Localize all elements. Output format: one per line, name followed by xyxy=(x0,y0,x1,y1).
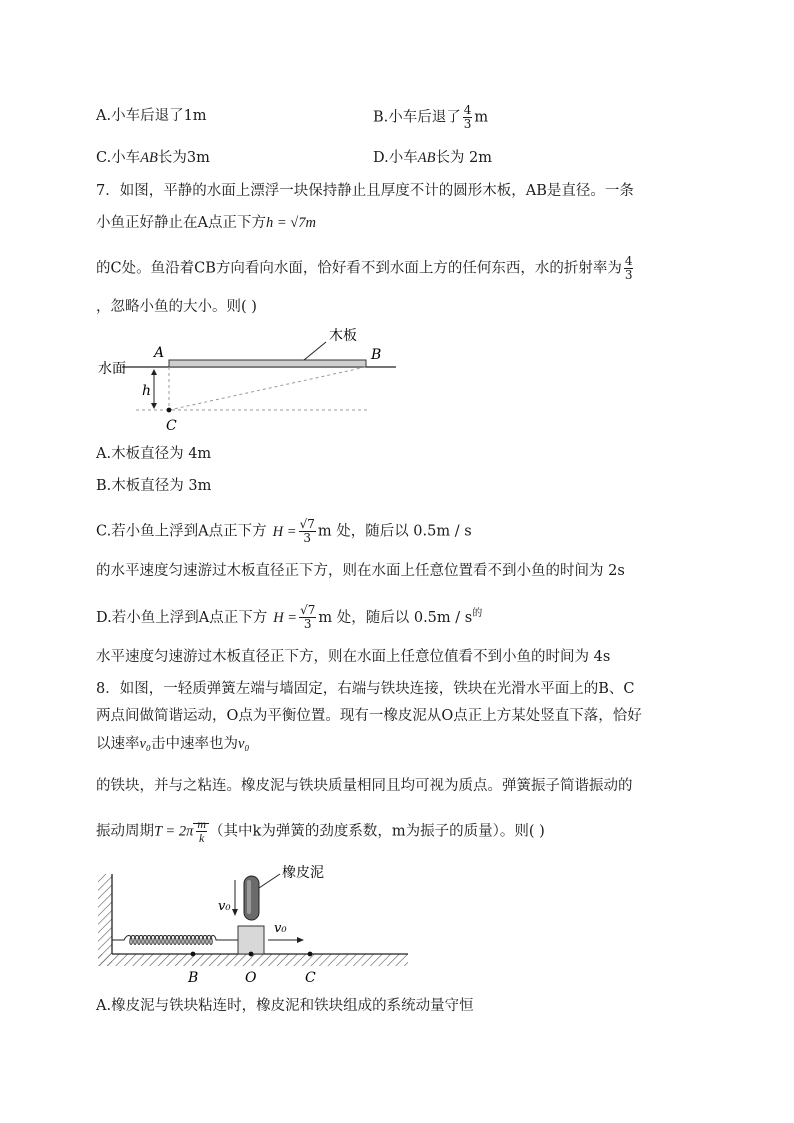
point-b-label: B xyxy=(188,970,199,986)
q7-option-a: A.木板直径为 4m xyxy=(96,446,212,462)
cb-dashed-line xyxy=(169,367,366,410)
point-a-label: A xyxy=(154,345,165,361)
q7-stem-line1: 7．如图，平静的水面上漂浮一块保持静止且厚度不计的圆形木板，AB是直径。一条 xyxy=(96,183,634,199)
point-c-label: C xyxy=(305,970,316,986)
water-label: 水面 xyxy=(98,361,126,377)
q8-stem-line3: 以速率v₀击中速率也为v₀ xyxy=(96,736,250,752)
q7-h-formula: h = √7m xyxy=(265,215,316,231)
clay-label: 橡皮泥 xyxy=(282,865,324,881)
board-pointer xyxy=(304,342,326,360)
q7-stem-line2: 小鱼正好静止在A点正下方h = √7m xyxy=(96,215,316,231)
q8-option-a: A.橡皮泥与铁块粘连时，橡皮泥和铁块组成的系统动量守恒 xyxy=(96,998,474,1014)
point-c-label: C xyxy=(166,418,177,434)
spring-coil xyxy=(112,936,238,945)
q8-figure xyxy=(96,858,412,988)
q7-option-b: B.木板直径为 3m xyxy=(96,478,212,494)
point-o-label: O xyxy=(245,970,257,986)
clay-highlight xyxy=(247,880,251,914)
q6-option-b-label: B.小车后退了 xyxy=(373,109,461,126)
clay-pointer xyxy=(259,874,280,888)
point-c-dot xyxy=(167,408,172,413)
q8-stem-line2: 两点间做简谐运动，O点为平衡位置。现有一橡皮泥从O点正上方某处竖直下落，恰好 xyxy=(96,708,642,724)
q6-option-d: D.小车AB长为 2m xyxy=(373,150,493,166)
point-b-label: B xyxy=(371,347,382,363)
q7-option-d: D.若小鱼上浮到A点正下方 H = $\frac{√7}{3}$ m 处，随后以 $0.5m / s^的$ xyxy=(96,603,483,632)
q6-option-b xyxy=(373,104,488,131)
board-label: 木板 xyxy=(329,328,357,344)
iron-block xyxy=(238,926,264,954)
q7-option-c-line2: 的水平速度匀速游过木板直径正下方，则在水面上任意位置看不到小鱼的时间为 2s xyxy=(96,563,625,579)
q6-option-a: A.小车后退了1m xyxy=(96,108,207,124)
q7-stem-line3: 的C处。鱼沿着CB方向看向水面，恰好看不到水面上方的任何东西，水的折射率为 $\frac{4}{3}$ xyxy=(96,254,633,282)
q7-refractive-index: $\frac{4}{3}$ xyxy=(624,254,633,282)
wooden-board xyxy=(169,360,366,367)
v0-down-label: v₀ xyxy=(218,899,231,914)
q7-option-d-line2: 水平速度匀速游过木板直径正下方，则在水面上任意位值看不到小鱼的时间为 4s xyxy=(96,649,611,665)
q7-stem-line4: ，忽略小鱼的大小。则( ) xyxy=(96,299,257,315)
q8-stem-line1: 8．如图，一轻质弹簧左端与墙固定，右端与铁块连接，铁块在光滑水平面上的B、C xyxy=(96,681,635,697)
h-label: h xyxy=(142,383,152,399)
q8-stem-line5: 振动周期T = 2π $\frac{m}{k}$ （其中k为弹簧的劲度系数，m为振子的质量）。则( ) xyxy=(96,817,545,845)
point-o-dot xyxy=(249,952,254,957)
floor-hatch xyxy=(98,954,408,966)
q8-stem-line4: 的铁块，并与之粘连。橡皮泥与铁块质量相同且均可视为质点。弹簧振子简谐振动的 xyxy=(96,778,633,794)
q8-sqrt: $\frac{m}{k}$ xyxy=(193,823,209,840)
q6-option-b-fraction: $\frac{4}{3}$ xyxy=(463,103,472,131)
wall-hatch xyxy=(98,874,112,966)
v0-right-label: v₀ xyxy=(274,921,287,936)
q7-option-c: C.若小鱼上浮到A点正下方 H = $\frac{√7}{3}$ m 处，随后以 0.5m / s xyxy=(96,517,472,545)
point-b-dot xyxy=(191,952,196,957)
q7-figure xyxy=(92,322,412,434)
q6-option-b-unit: m xyxy=(474,109,489,126)
q6-option-c: C.小车AB长为3m xyxy=(96,150,210,166)
point-c-dot xyxy=(308,952,313,957)
rubber-clay xyxy=(244,876,259,920)
